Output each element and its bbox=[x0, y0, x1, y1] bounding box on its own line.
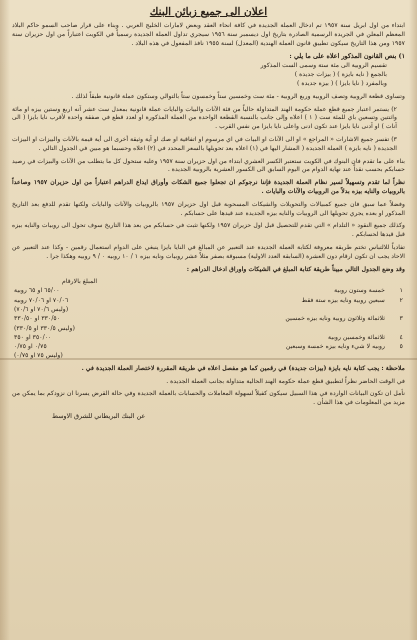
table-row bbox=[12, 324, 405, 333]
paper-edge-stain bbox=[409, 0, 417, 640]
amount-in-figures: ٧٠/٠٦ او ٧٠/٠٦ روبيه bbox=[14, 296, 69, 304]
collections-paragraph: وكذلك جميع النقود « التلدام » التي تقدم للتحصيل قبل اول حزيران ١٩٥٧ ولكنها تثبت في حسابكم من بعد هذا التاريخ سوف تحول الى روبيات والنايه بيزه قبل قيدها لحسابكم . bbox=[12, 222, 405, 239]
amount-in-figures: ٦٥/٠٠ او ٦٥ روبية bbox=[14, 287, 60, 295]
bank-signature: عن البنك البريطاني للشرق الاوسط bbox=[52, 411, 146, 420]
row-number: ٥ bbox=[399, 343, 403, 351]
law-items-list bbox=[12, 62, 405, 88]
table-intro: وقد وضع الجدول التالي مبيناً طريقة كتابة المبلغ في الشيكات واوراق ادخال الدراهم : bbox=[186, 265, 405, 273]
amount-in-words: خمسة وستون روبية bbox=[334, 287, 385, 295]
amount-in-words bbox=[233, 324, 387, 333]
bills-paragraph: وفضلاً عما سبق فان جميع كمبيالات والتحويلات والشيكات المسحوبة قبل اول حزيران ١٩٥٧ بالروبيات والآنات والبايات ولكنها تقدم للدفع بعد التاريخ المذكور او بعده يجري تحويلها الى الروبيات والنايه بيزه الجديدة عند قيدها على حسابكم . bbox=[12, 200, 405, 217]
row-number bbox=[387, 305, 405, 314]
banks-paragraph: بناء على ما تقدم فان البنوك في الكويت ستعتبر الكسر العشري ابتداء من اول حزيران سنة ١٩٥٧ وعليه ستحول كل ما يتطلب من الآنات والبيزات في رصيد حسابكم بحسب نقداً عند نهاية الدوام من اليوم السابق الى الكسور العشرية بالروبية الجديدة . bbox=[12, 157, 405, 174]
row-number: ٢ bbox=[399, 296, 403, 304]
amount-in-figures: ٣٥٠/٠٠ او ٣٥٠ bbox=[14, 333, 52, 341]
law-after-paragraph: وتساوى قطعة الروبية وتصف الروبية وربع الروبية - مئة ست وخمسين ستاً وخمسون ستاً بالتوالي وستكون عملة قانونية طبقاً لذلك . bbox=[71, 92, 405, 100]
note-paragraph: ملاحظة : يجب كتابة نايه بايزة (بيزات جديدة) في رقمين كما هو مفصل اعلاه في طريقة المقررة لاختصار العملة الجديدة في . bbox=[81, 364, 405, 372]
amount-in-words: روبيه لا شيء ونايه بيزه خمسة وسبعين bbox=[285, 343, 385, 351]
table-row bbox=[12, 333, 405, 342]
writing-method-paragraph: تفادياً للالتباس تختم طريقة معروفة لكتابة العملة الجديدة عند التعبير عن المبالغ في النايا بايزا ينبغي على الدوام استعمال رقمين - وكذا عند التعبير عن الاحاد يجب ان تكون ارقام دون العشرة (السابقة العدد الاولية) مسبوقة بصفر مثلاً عشر روبيات ونايه بيزه ١ / ١٠ روبيه ٠ / ٩ روبيه وهكذا جرا . bbox=[12, 243, 405, 260]
closing-paragraph: نأمل ان تكون البيانات الواردة في هذا السبيل سيكون كفيلاً لسهولة المعاملات والحسابات بالعملة الجديدة وفي حالة القرض يسرنا ان نزودكم بما يمكن من مزيد من المعلومات في هذا الشأن . bbox=[12, 390, 405, 407]
amount-in-words: ثلاثمائة وثلاثون روبية ونايه بيزه خمسين bbox=[285, 315, 385, 323]
clause-3-paragraph: ٣) تفسر جميع الاشارات « المراجع » او الى الآنات او البيات في اي مرسوم او اتفاقية او صك او آية وثيقة أخرى الى أية قيمة بالآنات والبيزات او البيزات الجديدة ( نايه بايزة ) العملة الجديدة ( المشار اليها في (١) اعلاه بعد تحويلها بالسعر المحدد في (٢) اعلاه وحسبما هو مبين في الجدول التالي . bbox=[12, 135, 397, 152]
law-intro: ١) بنص القانون المذكور اعلاه على ما يلي : bbox=[289, 52, 405, 61]
clause-2-paragraph: ٢) يستمر اعتبار جميع قطع عملة حكومة الهند المتداولة حالياً من فئة الآنات والبيات والبايات عملة قانونية بمعدل ست عشر آنه اربع وستين بيزه او مائة واثنتين وتسعين باي للمئة ست ( ١ ) اعلاه وإلى جانب بالنسبة القطعة الواحدة من العملة المذكورة او لعدد قطع في صفقة واحدة لأقرب نايا بايزا ( الى آنات ) او آدنى نايا بايزا عند تكون ادنى واعلى نايا بايزا من نفس القرب . bbox=[12, 105, 397, 131]
row-number: ٣ bbox=[399, 315, 403, 323]
present-time-paragraph: في الوقت الحاضر نظراً لتطبيق قطع عملة حكومة الهند الحالية متداولة بجانب العملة الجديدة . bbox=[166, 377, 405, 385]
request-paragraph: نظراً لما تقدم وتسهيلاً لسير نظام العملة الجديدة فإننا نرجوكم ان تجعلوا جميع الشكات وأوراق ايداع الدراهم اعتباراً من اول حزيران ١٩٥٧ وصاعداً بالروبيات والنايه بيزه بدلاً من الروبيات والآنات والبايات . bbox=[12, 179, 405, 195]
notice-title: اعلان الى جميع زبائن البنك bbox=[149, 6, 268, 18]
row-number: ١ bbox=[399, 287, 403, 295]
table-row bbox=[12, 286, 405, 295]
law-item: تقسيم الروبية الى مئة ستة وسمى الست المذكور bbox=[260, 62, 387, 70]
amounts-table bbox=[12, 286, 405, 360]
amount-in-figures: (وليس ٧٥ او ٠/٧٥) bbox=[14, 352, 63, 360]
amount-in-figures: ٠/٧٥ او ٠/٧٥ bbox=[14, 343, 47, 351]
amount-in-words bbox=[233, 305, 387, 314]
paper-edge-stain bbox=[0, 0, 10, 640]
table-row bbox=[12, 314, 405, 323]
amount-in-words: ثلاثمائة وخمسين روبية bbox=[328, 333, 385, 341]
amount-in-words: سبعين روبية ونايه بيزه ستة فقط bbox=[301, 296, 385, 304]
table-column-header: المبلغ بالارقام bbox=[62, 278, 98, 286]
law-item: وبالمفرد ( نايا بايزا ) ( بيزة جديدة ) bbox=[297, 79, 387, 87]
row-number: ٤ bbox=[399, 333, 403, 341]
table-row bbox=[12, 296, 405, 305]
paper-fold-line bbox=[0, 358, 417, 360]
law-item: بالجمع ( نايه بايزة ) ( بيزات جديدة ) bbox=[294, 71, 387, 79]
amount-in-figures: (وليس ٣٣٠/٥ او ٣٣٠/٥) bbox=[14, 324, 75, 332]
amount-in-figures: (وليس ٧٠/٦ او ٧٠/٦) bbox=[14, 305, 69, 313]
intro-paragraph: ابتداء من اول ابريل سنة ١٩٥٧ تم ادخال العملة الجديدة في كافة انحاء العقد وبعض لامارات الخليج العربي . وبناء على قرار صاحب السمو حاكم البلاد المعظم المعلن في الجريدة الرسمية الصادرة بتاريخ اول ديسمبر سنة ١٩٥٦ سيجري تداول العملة الجديدة رسمياً في الكويت اعتباراً من اول حزيران سنة ١٩٥٧ ومن هذا التاريخ سيكون تطبيق قانون العملة الهندية (المعدل) لسنة ١٩٥٥ نافذ المفعول في هذه البلاد . bbox=[12, 22, 405, 47]
amount-in-figures: ٣٣٠/٥٠ او ٣٣٠/٥٠ bbox=[14, 315, 61, 323]
row-number bbox=[387, 324, 405, 333]
table-row bbox=[12, 342, 405, 351]
table-row bbox=[12, 305, 405, 314]
